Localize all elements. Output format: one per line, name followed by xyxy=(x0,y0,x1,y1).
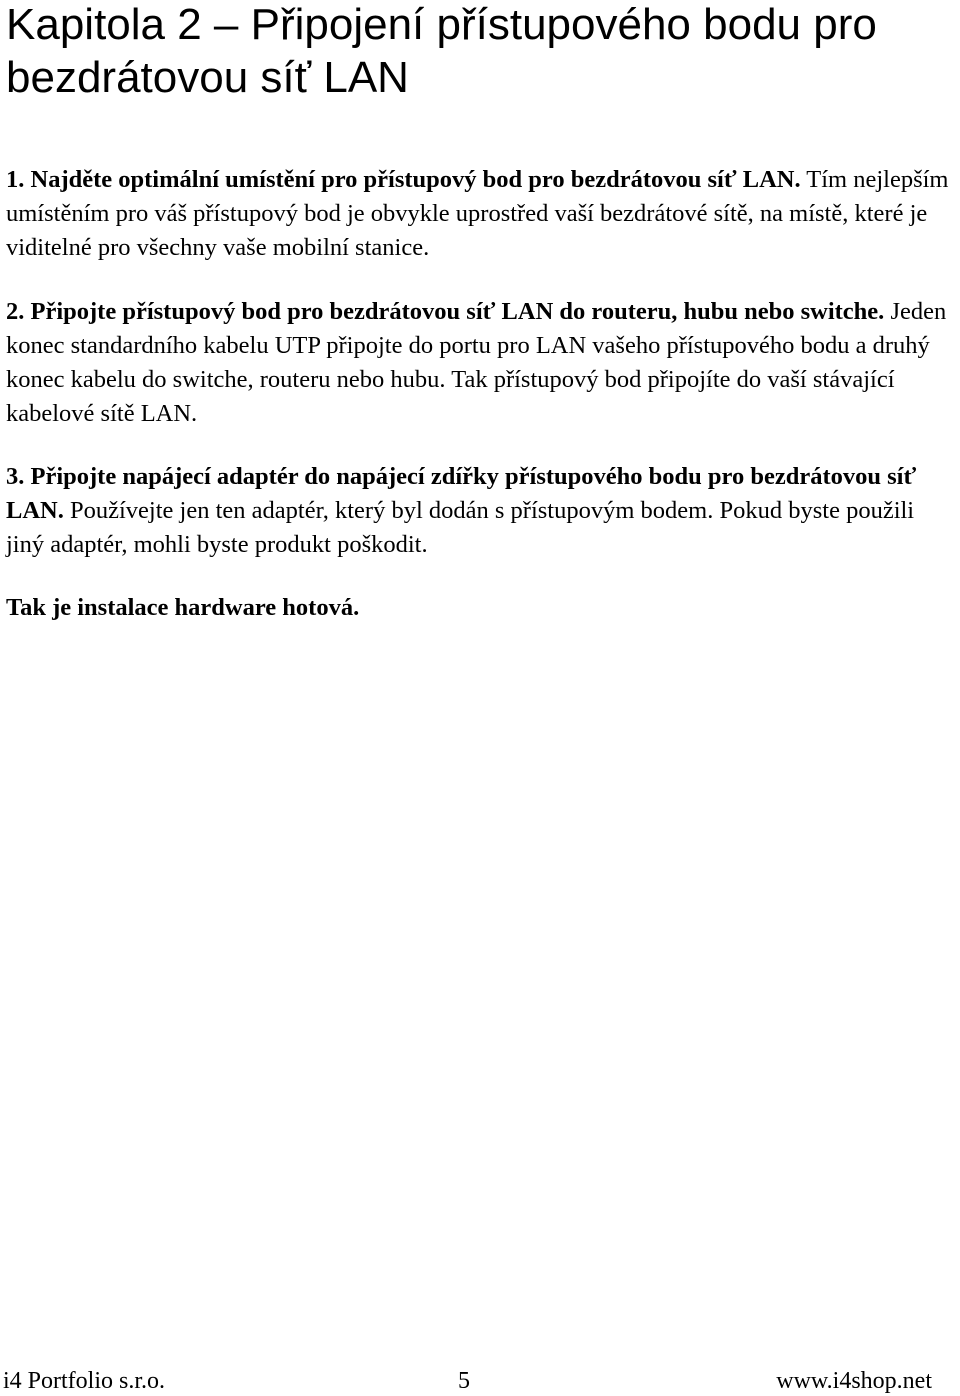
conclusion: Tak je instalace hardware hotová. xyxy=(6,594,360,621)
footer-company: i4 Portfolio s.r.o. xyxy=(3,1368,166,1394)
step-3-text: Používejte jen ten adaptér, který byl dodán s přístupovým bodem. Pokud byste použili jiný adaptér, mohli byste produkt poškodit. xyxy=(6,497,915,558)
step-2 xyxy=(6,295,951,431)
step-2-heading: 2. Připojte přístupový bod pro bezdrátovou síť LAN do routeru, hubu nebo switche. xyxy=(6,298,885,325)
page-footer xyxy=(0,1366,960,1396)
step-3 xyxy=(6,460,951,562)
step-1-text: Tím nejlepším umístěním pro váš přístupový bod je obvykle uprostřed vaší bezdrátové sítě, na místě, které je viditelné pro všechny vaše mobilní stanice. xyxy=(6,166,949,261)
step-1-heading: 1. Najděte optimální umístění pro přístupový bod pro bezdrátovou síť LAN. xyxy=(6,166,801,193)
page-title: Kapitola 2 – Připojení přístupového bodu pro bezdrátovou síť LAN xyxy=(6,0,877,102)
step-1 xyxy=(6,163,951,265)
step-2-text: Jeden konec standardního kabelu UTP připojte do portu pro LAN vašeho přístupového bodu a druhý konec kabelu do switche, routeru nebo hubu. Tak přístupový bod připojíte do vaší stávající kabelové sítě LAN. xyxy=(6,298,947,427)
page-number: 5 xyxy=(458,1368,470,1394)
footer-url: www.i4shop.net xyxy=(776,1368,932,1394)
step-3-heading: 3. Připojte napájecí adaptér do napájecí zdířky přístupového bodu pro bezdrátovou síť LAN. xyxy=(6,463,917,524)
